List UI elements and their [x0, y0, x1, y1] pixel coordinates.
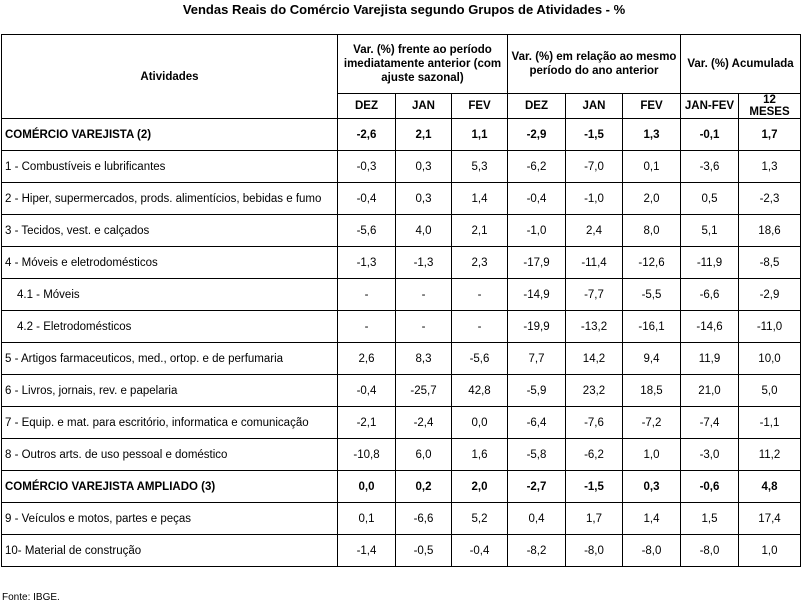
- value-cell: 6,0: [396, 439, 452, 471]
- row-label: 2 - Hiper, supermercados, prods. alimentícios, bebidas e fumo: [2, 183, 338, 215]
- value-cell: -2,7: [508, 471, 566, 503]
- value-cell: 23,2: [566, 375, 623, 407]
- row-label: 5 - Artigos farmaceuticos, med., ortop. e de perfumaria: [2, 343, 338, 375]
- value-cell: -8,0: [566, 535, 623, 567]
- value-cell: -0,6: [681, 471, 739, 503]
- table-title: Vendas Reais do Comércio Varejista segundo Grupos de Atividades - %: [182, 2, 626, 17]
- value-cell: 5,0: [739, 375, 801, 407]
- value-cell: -8,0: [623, 535, 681, 567]
- source-note: Fonte: IBGE.: [2, 592, 60, 603]
- table-body: [2, 119, 801, 567]
- col-header: JAN-FEV: [681, 94, 739, 119]
- value-cell: -11,0: [739, 311, 801, 343]
- header-group-previous-period: Var. (%) frente ao período imediatamente anterior (com ajuste sazonal): [338, 35, 508, 94]
- value-cell: 2,4: [566, 215, 623, 247]
- value-cell: -5,6: [452, 343, 508, 375]
- row-label: COMÉRCIO VAREJISTA AMPLIADO (3): [2, 471, 338, 503]
- table-row: [2, 535, 801, 567]
- value-cell: 2,0: [452, 471, 508, 503]
- value-cell: -1,5: [566, 471, 623, 503]
- value-cell: -6,4: [508, 407, 566, 439]
- table-row: [2, 503, 801, 535]
- col-header: FEV: [623, 94, 681, 119]
- table-row: [2, 471, 801, 503]
- table-row: [2, 343, 801, 375]
- value-cell: -2,9: [739, 279, 801, 311]
- table-row: [2, 247, 801, 279]
- value-cell: -7,2: [623, 407, 681, 439]
- value-cell: -8,2: [508, 535, 566, 567]
- value-cell: 1,7: [566, 503, 623, 535]
- value-cell: -0,5: [396, 535, 452, 567]
- value-cell: 1,4: [452, 183, 508, 215]
- value-cell: -0,4: [338, 375, 396, 407]
- row-label: 4.2 - Eletrodomésticos: [2, 311, 338, 343]
- value-cell: -1,0: [566, 183, 623, 215]
- value-cell: 1,0: [739, 535, 801, 567]
- value-cell: 21,0: [681, 375, 739, 407]
- value-cell: -0,4: [508, 183, 566, 215]
- value-cell: -8,5: [739, 247, 801, 279]
- value-cell: 5,1: [681, 215, 739, 247]
- value-cell: -5,6: [338, 215, 396, 247]
- value-cell: 0,3: [623, 471, 681, 503]
- value-cell: 5,2: [452, 503, 508, 535]
- value-cell: -11,4: [566, 247, 623, 279]
- value-cell: -: [338, 279, 396, 311]
- value-cell: 0,3: [396, 151, 452, 183]
- value-cell: -0,1: [681, 119, 739, 151]
- row-label: 4.1 - Móveis: [2, 279, 338, 311]
- value-cell: 2,6: [338, 343, 396, 375]
- row-label: 6 - Livros, jornais, rev. e papelaria: [2, 375, 338, 407]
- value-cell: -6,2: [508, 151, 566, 183]
- value-cell: -1,1: [739, 407, 801, 439]
- value-cell: -: [338, 311, 396, 343]
- value-cell: 0,3: [396, 183, 452, 215]
- header-group-accumulated: Var. (%) Acumulada: [681, 35, 801, 94]
- value-cell: -14,9: [508, 279, 566, 311]
- value-cell: 4,8: [739, 471, 801, 503]
- value-cell: 11,2: [739, 439, 801, 471]
- value-cell: 9,4: [623, 343, 681, 375]
- value-cell: -2,9: [508, 119, 566, 151]
- value-cell: 1,3: [739, 151, 801, 183]
- value-cell: 1,4: [623, 503, 681, 535]
- value-cell: 0,4: [508, 503, 566, 535]
- table-row: [2, 279, 801, 311]
- value-cell: 5,3: [452, 151, 508, 183]
- value-cell: -7,6: [566, 407, 623, 439]
- value-cell: -12,6: [623, 247, 681, 279]
- value-cell: 2,1: [452, 215, 508, 247]
- value-cell: -8,0: [681, 535, 739, 567]
- value-cell: 11,9: [681, 343, 739, 375]
- value-cell: 2,3: [452, 247, 508, 279]
- value-cell: 18,5: [623, 375, 681, 407]
- value-cell: -14,6: [681, 311, 739, 343]
- table-row: [2, 311, 801, 343]
- col-header: DEZ: [338, 94, 396, 119]
- value-cell: -1,4: [338, 535, 396, 567]
- value-cell: 2,1: [396, 119, 452, 151]
- value-cell: 0,1: [623, 151, 681, 183]
- value-cell: 1,7: [739, 119, 801, 151]
- value-cell: -3,0: [681, 439, 739, 471]
- value-cell: 7,7: [508, 343, 566, 375]
- value-cell: -6,6: [681, 279, 739, 311]
- header-group-same-period-last-year: Var. (%) em relação ao mesmo período do ano anterior: [508, 35, 681, 94]
- row-label: 8 - Outros arts. de uso pessoal e doméstico: [2, 439, 338, 471]
- value-cell: -1,5: [566, 119, 623, 151]
- value-cell: -2,4: [396, 407, 452, 439]
- value-cell: -2,1: [338, 407, 396, 439]
- row-label: 10- Material de construção: [2, 535, 338, 567]
- value-cell: 1,6: [452, 439, 508, 471]
- row-label: 9 - Veículos e motos, partes e peças: [2, 503, 338, 535]
- value-cell: -: [396, 279, 452, 311]
- table-row: [2, 119, 801, 151]
- value-cell: -6,6: [396, 503, 452, 535]
- value-cell: -6,2: [566, 439, 623, 471]
- table-row: [2, 407, 801, 439]
- value-cell: 0,0: [452, 407, 508, 439]
- table-row: [2, 439, 801, 471]
- value-cell: -0,4: [338, 183, 396, 215]
- value-cell: -: [452, 311, 508, 343]
- value-cell: -13,2: [566, 311, 623, 343]
- value-cell: -: [452, 279, 508, 311]
- value-cell: -2,3: [739, 183, 801, 215]
- value-cell: 0,1: [338, 503, 396, 535]
- row-label: 1 - Combustíveis e lubrificantes: [2, 151, 338, 183]
- value-cell: 0,5: [681, 183, 739, 215]
- value-cell: 0,2: [396, 471, 452, 503]
- value-cell: -16,1: [623, 311, 681, 343]
- value-cell: 1,3: [623, 119, 681, 151]
- value-cell: 4,0: [396, 215, 452, 247]
- table-row: [2, 183, 801, 215]
- value-cell: -10,8: [338, 439, 396, 471]
- value-cell: 14,2: [566, 343, 623, 375]
- value-cell: 8,3: [396, 343, 452, 375]
- value-cell: 42,8: [452, 375, 508, 407]
- value-cell: 2,0: [623, 183, 681, 215]
- row-label: 3 - Tecidos, vest. e calçados: [2, 215, 338, 247]
- value-cell: -7,7: [566, 279, 623, 311]
- value-cell: -1,3: [396, 247, 452, 279]
- header-atividades: Atividades: [2, 35, 338, 119]
- col-header: JAN: [396, 94, 452, 119]
- col-header: FEV: [452, 94, 508, 119]
- table-row: [2, 375, 801, 407]
- value-cell: 0,0: [338, 471, 396, 503]
- value-cell: -1,0: [508, 215, 566, 247]
- col-header: DEZ: [508, 94, 566, 119]
- value-cell: 10,0: [739, 343, 801, 375]
- col-header: 12 MESES: [739, 94, 801, 119]
- col-header: JAN: [566, 94, 623, 119]
- value-cell: 8,0: [623, 215, 681, 247]
- value-cell: -1,3: [338, 247, 396, 279]
- row-label: COMÉRCIO VAREJISTA (2): [2, 119, 338, 151]
- value-cell: -5,5: [623, 279, 681, 311]
- value-cell: -7,4: [681, 407, 739, 439]
- value-cell: -0,3: [338, 151, 396, 183]
- value-cell: 17,4: [739, 503, 801, 535]
- table-row: [2, 215, 801, 247]
- value-cell: 1,0: [623, 439, 681, 471]
- sales-table: [1, 34, 801, 567]
- value-cell: -3,6: [681, 151, 739, 183]
- value-cell: -19,9: [508, 311, 566, 343]
- value-cell: -0,4: [452, 535, 508, 567]
- value-cell: -5,8: [508, 439, 566, 471]
- table-row: [2, 151, 801, 183]
- value-cell: -2,6: [338, 119, 396, 151]
- row-label: 7 - Equip. e mat. para escritório, informatica e comunicação: [2, 407, 338, 439]
- value-cell: 1,1: [452, 119, 508, 151]
- value-cell: -25,7: [396, 375, 452, 407]
- value-cell: -5,9: [508, 375, 566, 407]
- value-cell: -11,9: [681, 247, 739, 279]
- row-label: 4 - Móveis e eletrodomésticos: [2, 247, 338, 279]
- value-cell: -7,0: [566, 151, 623, 183]
- value-cell: 18,6: [739, 215, 801, 247]
- value-cell: -17,9: [508, 247, 566, 279]
- value-cell: 1,5: [681, 503, 739, 535]
- value-cell: -: [396, 311, 452, 343]
